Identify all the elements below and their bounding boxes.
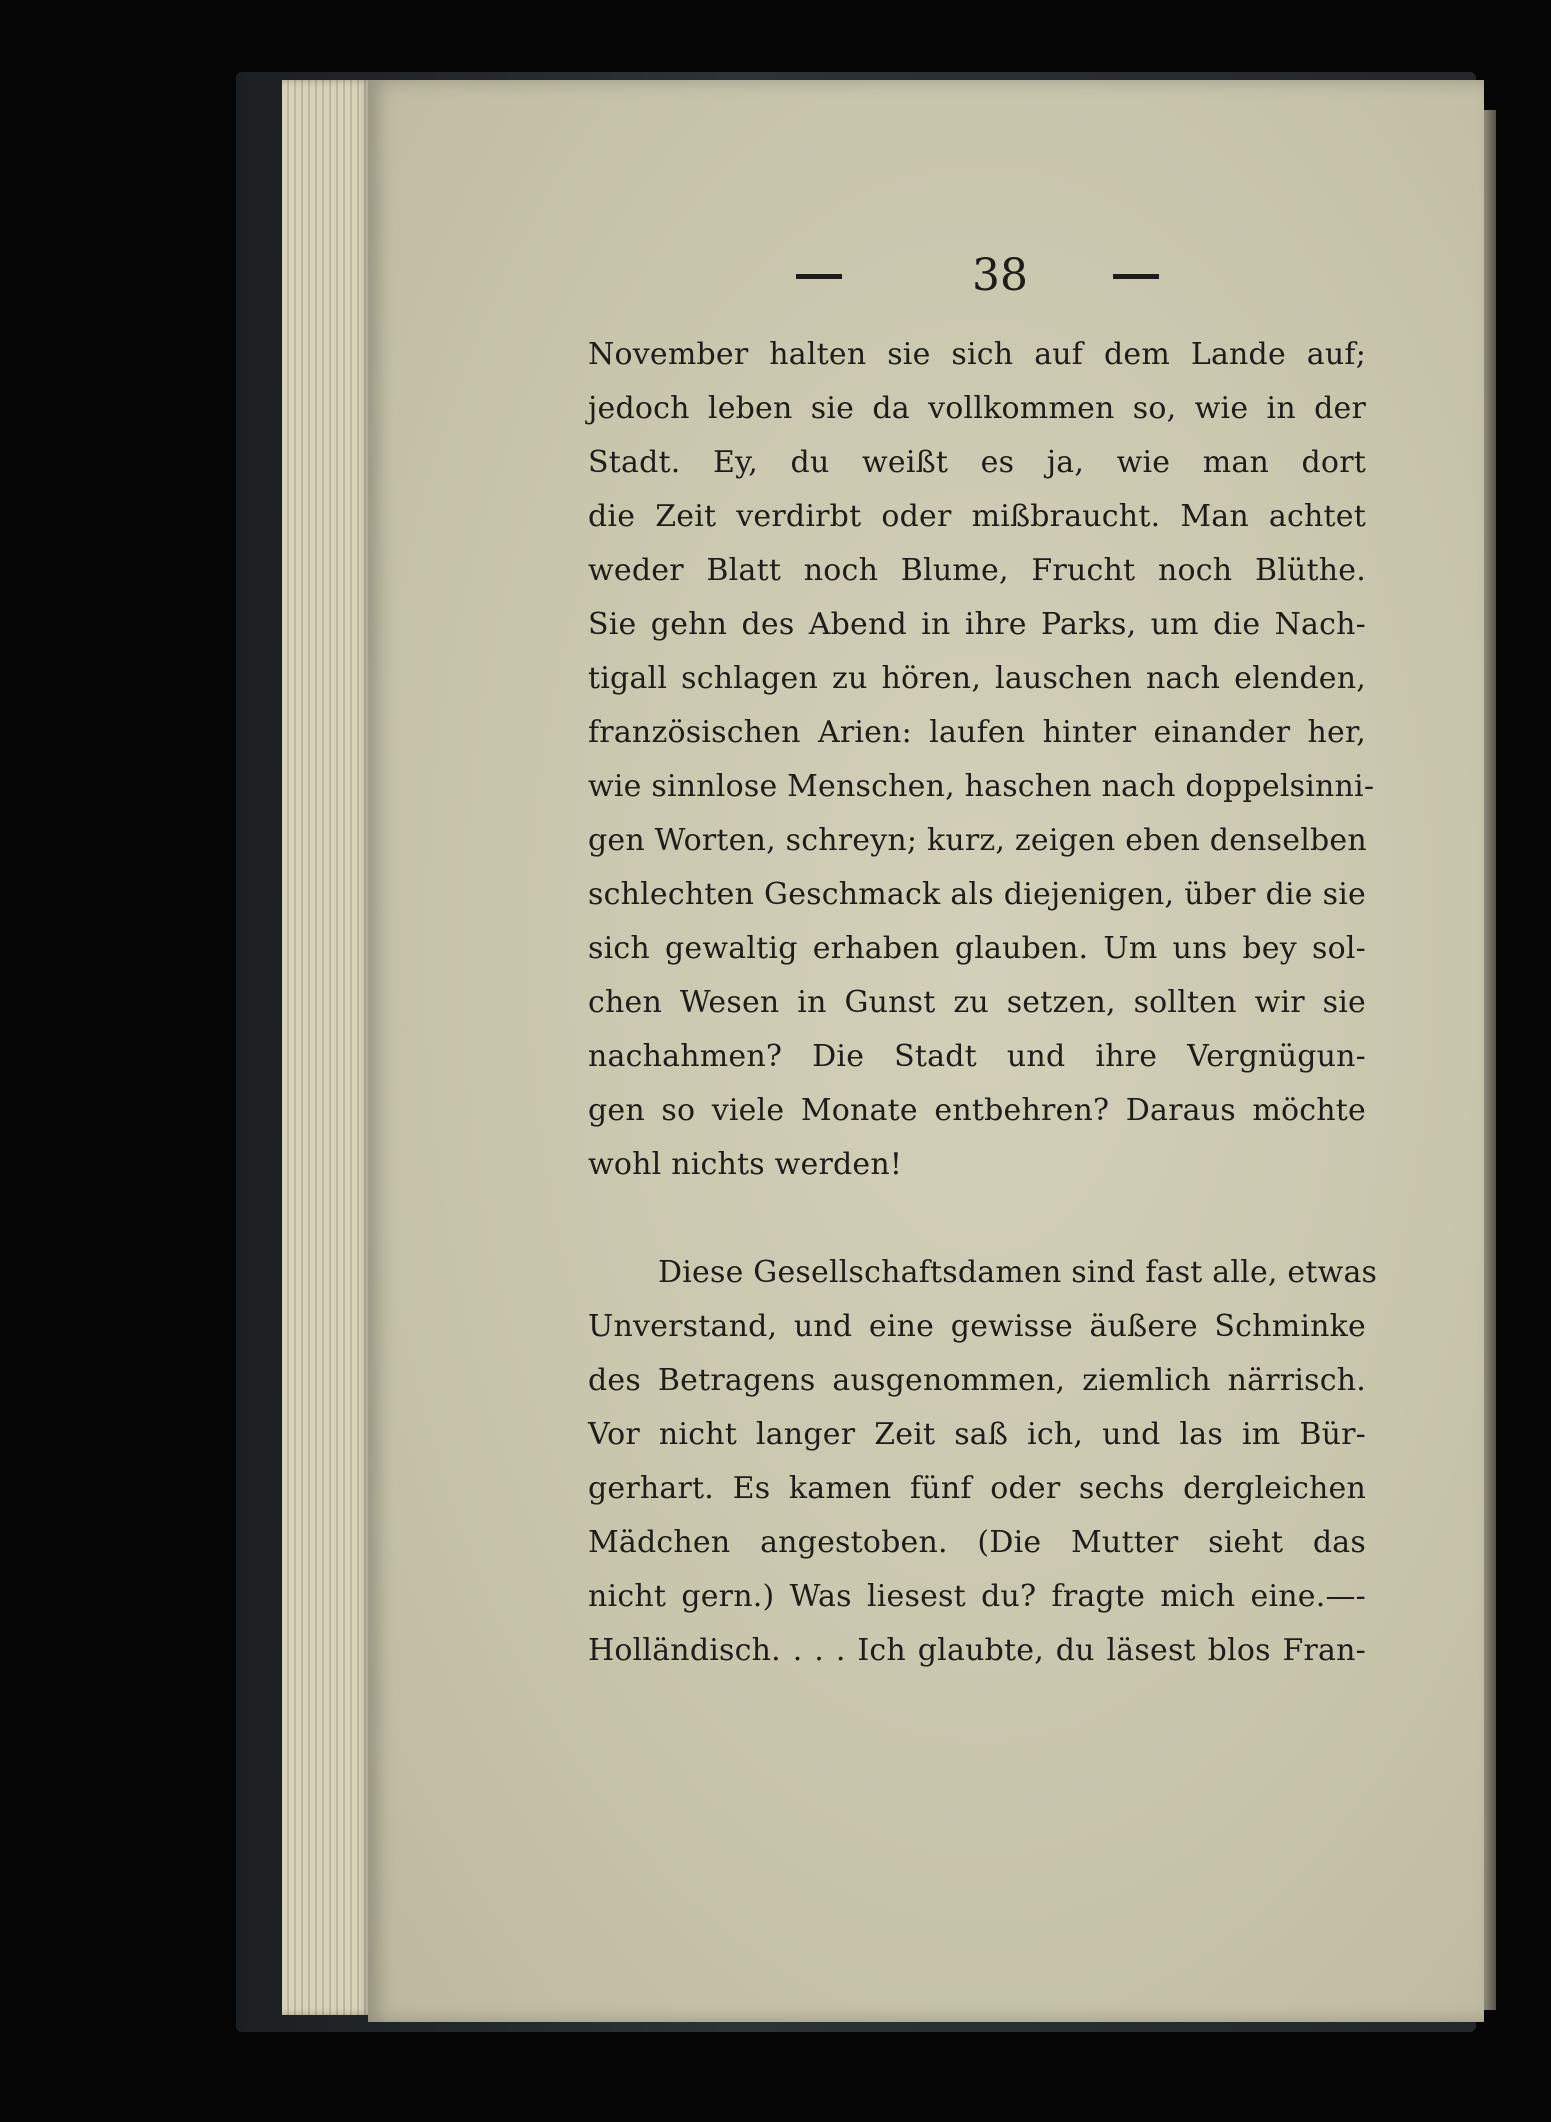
text-line: jedoch leben sie da vollkommen so, wie in der <box>588 391 1366 426</box>
text-line: französischen Arien: laufen hinter einander her, <box>588 715 1366 750</box>
paragraph-1 <box>588 328 1375 1192</box>
text-line: gen Worten, schreyn; kurz, zeigen eben denselben <box>588 823 1367 858</box>
page-stack <box>282 80 372 2015</box>
text-line: schlechten Geschmack als diejenigen, über die sie <box>588 877 1366 912</box>
text-line: wie sinnlose Menschen, haschen nach doppelsinni- <box>588 769 1375 804</box>
text-line: nicht gern.) Was liesest du? fragte mich eine.—- <box>588 1579 1366 1614</box>
text-line: des Betragens ausgenommen, ziemlich närrisch. <box>588 1363 1366 1398</box>
header-dash-right <box>1113 274 1159 279</box>
text-line: Stadt. Ey, du weißt es ja, wie man dort <box>588 445 1366 480</box>
text-line: tigall schlagen zu hören, lauschen nach elenden, <box>588 661 1366 696</box>
text-line: Unverstand, und eine gewisse äußere Schminke <box>588 1309 1366 1344</box>
paragraph-gap <box>588 1192 1366 1246</box>
text-block <box>588 328 1378 1678</box>
page-edge <box>1484 110 1496 2010</box>
text-line: die Zeit verdirbt oder mißbraucht. Man achtet <box>588 499 1366 534</box>
text-line: gerhart. Es kamen fünf oder sechs dergleichen <box>588 1471 1366 1506</box>
text-line: Sie gehn des Abend in ihre Parks, um die Nach- <box>588 607 1366 642</box>
text-line: Vor nicht langer Zeit saß ich, und las im Bür- <box>588 1417 1366 1452</box>
header-dash-left <box>796 274 842 279</box>
text-line: sich gewaltig erhaben glauben. Um uns bey sol- <box>588 931 1366 966</box>
text-line: Holländisch. . . . Ich glaubte, du läsest blos Fran- <box>588 1633 1366 1668</box>
page-number: 38 <box>972 250 1028 301</box>
text-line: November halten sie sich auf dem Lande auf; <box>588 337 1366 372</box>
text-line: wohl nichts werden! <box>588 1147 903 1182</box>
text-line: weder Blatt noch Blume, Frucht noch Blüthe. <box>588 553 1366 588</box>
text-line: Mädchen angestoben. (Die Mutter sieht das <box>588 1525 1366 1560</box>
text-line: nachahmen? Die Stadt und ihre Vergnügun- <box>588 1039 1366 1074</box>
text-line: Diese Gesellschaftsdamen sind fast alle, etwas <box>658 1255 1378 1290</box>
page-header <box>0 250 1551 310</box>
text-line: chen Wesen in Gunst zu setzen, sollten wir sie <box>588 985 1366 1020</box>
text-line: gen so viele Monate entbehren? Daraus möchte <box>588 1093 1366 1128</box>
paragraph-2 <box>588 1246 1378 1678</box>
